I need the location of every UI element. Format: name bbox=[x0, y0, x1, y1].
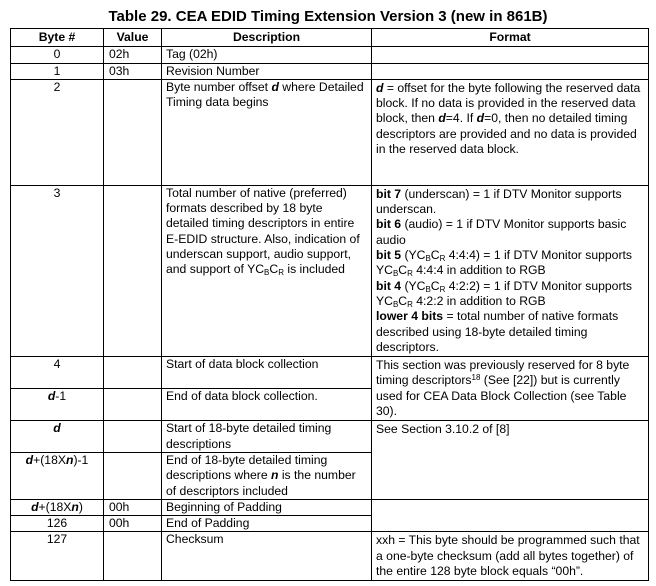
value-cell: 03h bbox=[104, 63, 162, 79]
value-cell bbox=[104, 185, 162, 356]
format-cell: This section was previously reserved for 8 byte timing descriptors$^{18}$ (See [22]) but is currently used for CEA Data Block Collection (see Table 30). bbox=[372, 357, 649, 421]
byte-cell: 3 bbox=[11, 185, 104, 356]
byte-cell: 1 bbox=[11, 63, 104, 79]
byte-cell: 0 bbox=[11, 47, 104, 63]
format-cell bbox=[372, 499, 649, 532]
format-cell bbox=[372, 63, 649, 79]
description-cell: Beginning of Padding bbox=[162, 499, 372, 515]
value-cell: 00h bbox=[104, 516, 162, 532]
header-byte: Byte # bbox=[11, 29, 104, 47]
byte-cell: d bbox=[11, 421, 104, 453]
table-row bbox=[11, 532, 649, 581]
table-title: Table 29. CEA EDID Timing Extension Version 3 (new in 861B) bbox=[108, 8, 548, 25]
table-row bbox=[11, 47, 649, 63]
header-description: Description bbox=[162, 29, 372, 47]
description-cell: End of data block collection. bbox=[162, 389, 372, 421]
value-cell bbox=[104, 452, 162, 499]
byte-cell: 126 bbox=[11, 516, 104, 532]
value-cell: 02h bbox=[104, 47, 162, 63]
header-value: Value bbox=[104, 29, 162, 47]
description-cell: Revision Number bbox=[162, 63, 372, 79]
byte-cell: d+(18Xn) bbox=[11, 499, 104, 515]
format-cell bbox=[372, 47, 649, 63]
description-cell: Total number of native (preferred) formats described by 18 byte detailed timing descriptors in entire E-EDID structure. Also, indication of underscan support, audio support, and support of $YC_BC_R$ is included bbox=[162, 185, 372, 356]
header-format: Format bbox=[372, 29, 649, 47]
value-cell bbox=[104, 532, 162, 581]
description-cell: End of Padding bbox=[162, 516, 372, 532]
description-cell: Start of data block collection bbox=[162, 357, 372, 389]
byte-cell: 127 bbox=[11, 532, 104, 581]
description-cell: Start of 18-byte detailed timing descriptions bbox=[162, 421, 372, 453]
description-cell: End of 18-byte detailed timing descriptions where n is the number of descriptors included bbox=[162, 452, 372, 499]
value-cell: 00h bbox=[104, 499, 162, 515]
byte-cell: 2 bbox=[11, 79, 104, 185]
format-cell: d = offset for the byte following the reserved data block. If no data is provided in the reserved data block, then d=4. If d=0, then no detailed timing descriptors are provided and no data is provided in the reserved data block. bbox=[372, 79, 649, 185]
edid-timing-table bbox=[10, 28, 649, 581]
table-row bbox=[11, 79, 649, 185]
byte-cell: d-1 bbox=[11, 389, 104, 421]
value-cell bbox=[104, 389, 162, 421]
format-cell: See Section 3.10.2 of [8] bbox=[372, 421, 649, 499]
table-row bbox=[11, 357, 649, 389]
table-row bbox=[11, 63, 649, 79]
table-row bbox=[11, 499, 649, 515]
value-cell bbox=[104, 421, 162, 453]
table-row bbox=[11, 421, 649, 453]
description-cell: Tag (02h) bbox=[162, 47, 372, 63]
value-cell bbox=[104, 357, 162, 389]
value-cell bbox=[104, 79, 162, 185]
byte-cell: d+(18Xn)-1 bbox=[11, 452, 104, 499]
table-row bbox=[11, 185, 649, 356]
format-cell: bit 7 (underscan) = 1 if DTV Monitor supports underscan. bit 6 (audio) = 1 if DTV Monitor supports basic audio bit 5 ($YC_BC_R$ 4:4:4) = 1 if DTV Monitor supports $YC_BC_R$ 4:4:4 in addition to RGB bit 4 ($YC_BC_R$ 4:2:2) = 1 if DTV Monitor supports $YC_BC_R$ 4:2:2 in addition to RGB lower 4 bits = total number of native formats described using 18-byte detailed timing descriptors. bbox=[372, 185, 649, 356]
description-cell: Byte number offset d where Detailed Timing data begins bbox=[162, 79, 372, 185]
header-row bbox=[11, 29, 649, 47]
format-cell: xxh = This byte should be programmed such that a one-byte checksum (add all bytes together) of the entire 128 byte block equals “00h”. bbox=[372, 532, 649, 581]
byte-cell: 4 bbox=[11, 357, 104, 389]
description-cell: Checksum bbox=[162, 532, 372, 581]
